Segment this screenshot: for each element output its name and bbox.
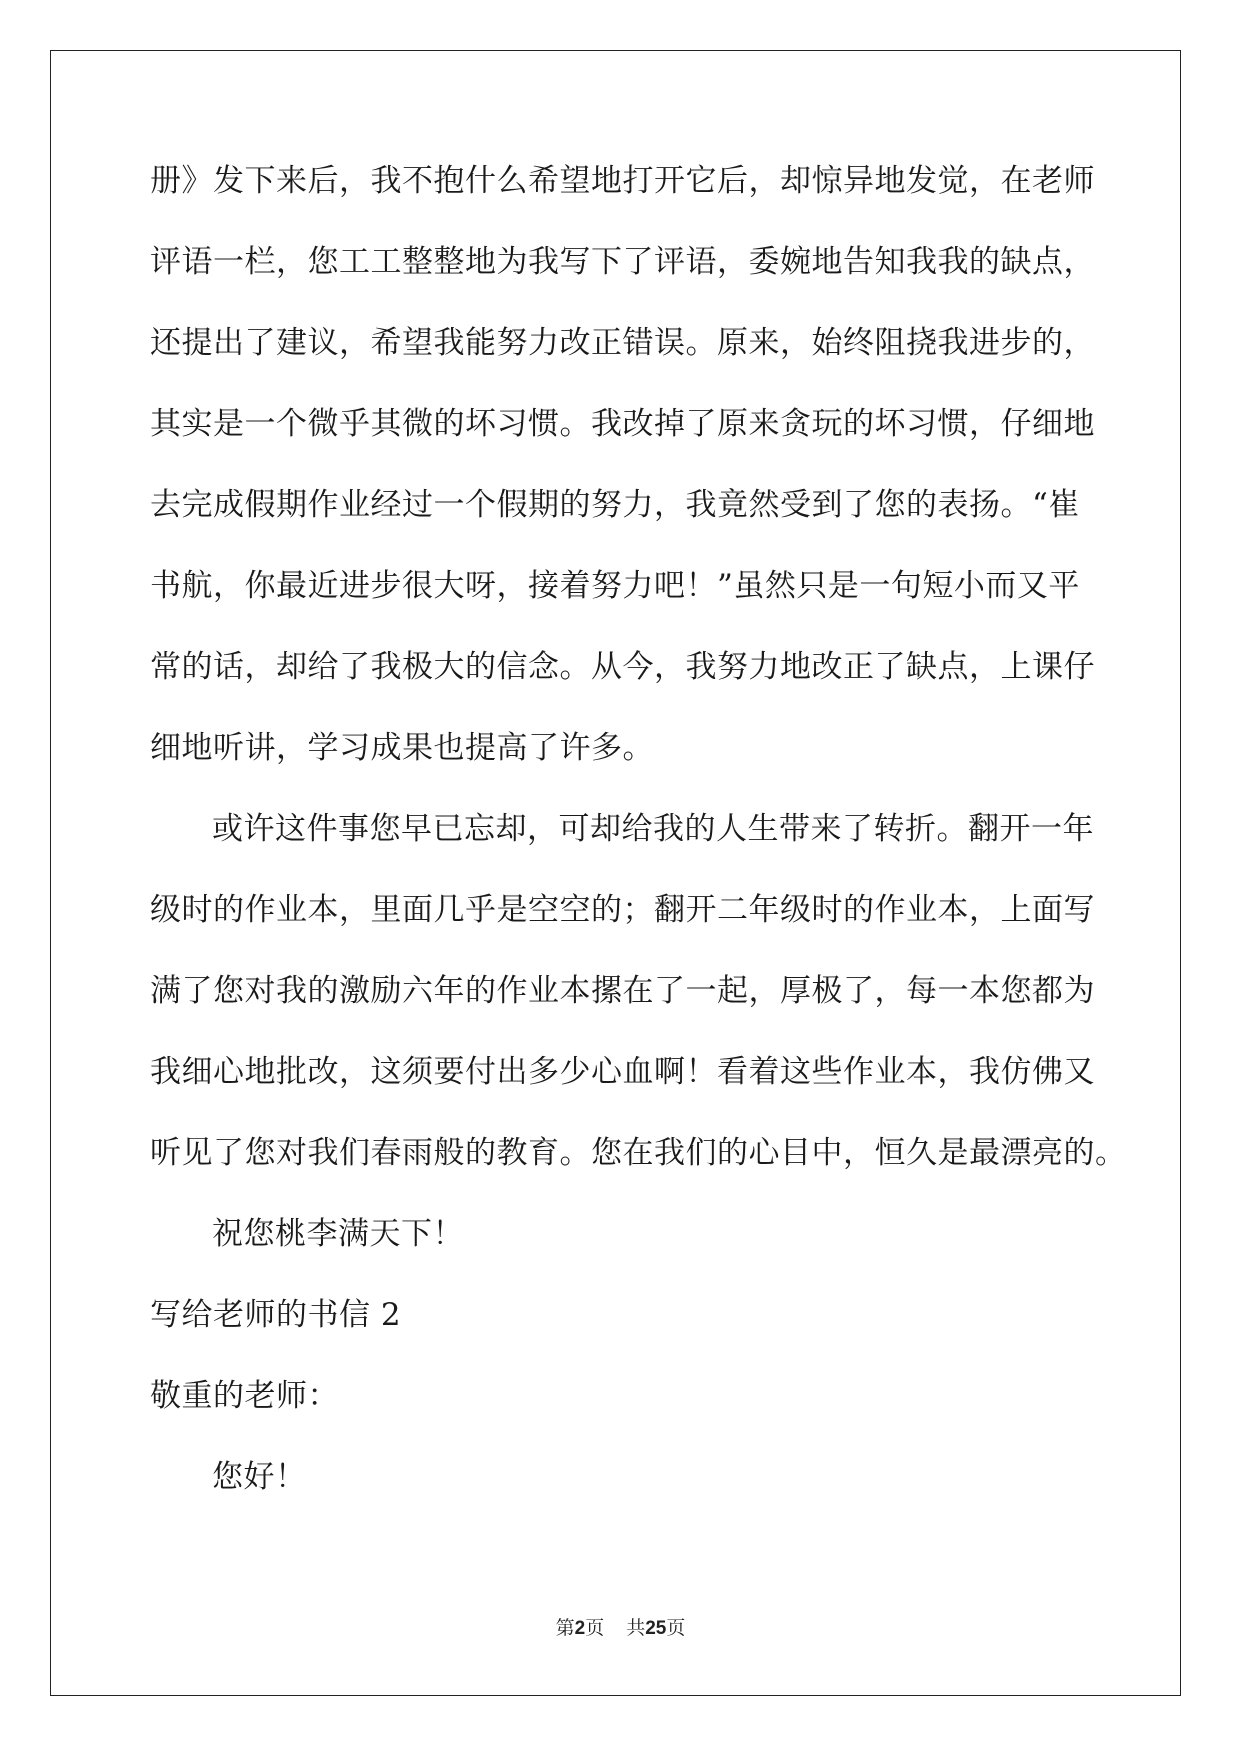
page-number: 2 [574, 1618, 586, 1639]
body-line-9: 或许这件事您早已忘却，可却给我的人生带来了转折。翻开一年 [212, 811, 1094, 847]
body-line-11: 满了您对我的激励六年的作业本摞在了一起，厚极了，每一本您都为 [150, 973, 1095, 1009]
document-body [150, 157, 1127, 1534]
total-unit: 页 [666, 1617, 686, 1639]
body-line-2: 评语一栏，您工工整整地为我写下了评语，委婉地告知我我的缺点， [150, 244, 1095, 280]
total-pages: 25 [645, 1618, 667, 1639]
body-line-1: 册》发下来后，我不抱什么希望地打开它后，却惊异地发觉，在老师 [150, 163, 1095, 199]
body-line-7: 常的话，却给了我极大的信念。从今，我努力地改正了缺点，上课仔 [150, 649, 1095, 685]
greeting: 您好！ [212, 1459, 307, 1495]
body-line-13: 听见了您对我们春雨般的教育。您在我们的心目中，恒久是最漂亮的。 [150, 1135, 1127, 1171]
page-unit: 页 [585, 1617, 605, 1639]
salutation: 敬重的老师： [150, 1378, 339, 1414]
body-line-4: 其实是一个微乎其微的坏习惯。我改掉了原来贪玩的坏习惯，仔细地 [150, 406, 1095, 442]
body-line-12: 我细心地批改，这须要付出多少心血啊！看着这些作业本，我仿佛又 [150, 1054, 1095, 1090]
page-prefix: 第 [555, 1617, 575, 1639]
body-line-10: 级时的作业本，里面几乎是空空的；翻开二年级时的作业本，上面写 [150, 892, 1095, 928]
closing-wish: 祝您桃李满天下！ [212, 1216, 464, 1252]
body-line-5: 去完成假期作业经过一个假期的努力，我竟然受到了您的表扬。“崔 [150, 487, 1080, 523]
body-line-3: 还提出了建议，希望我能努力改正错误。原来，始终阻挠我进步的， [150, 325, 1095, 361]
body-line-8: 细地听讲，学习成果也提高了许多。 [150, 730, 654, 766]
total-prefix: 共 [626, 1617, 646, 1639]
body-line-6: 书航，你最近进步很大呀，接着努力吧！”虽然只是一句短小而又平 [150, 568, 1080, 604]
page-footer [0, 1613, 1241, 1640]
letter-title: 写给老师的书信 2 [150, 1297, 402, 1333]
